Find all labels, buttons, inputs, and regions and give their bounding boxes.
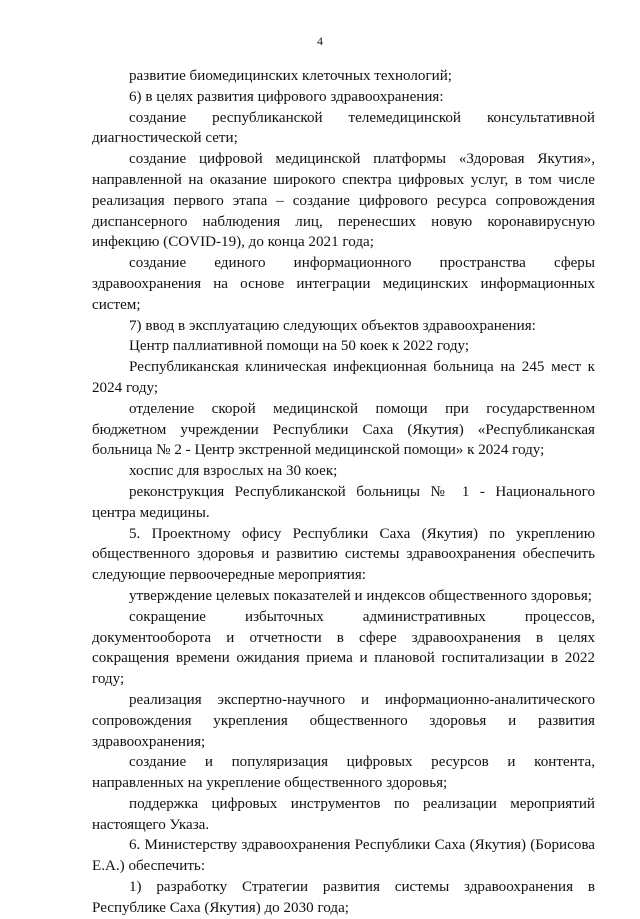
paragraph-palliative-center: Центр паллиативной помощи на 50 коек к 2022 году; (129, 338, 470, 355)
document-body (92, 66, 595, 919)
paragraph-digital-platform: создание цифровой медицинской платформы «Здоровая Якутия», направленной на оказание широкого спектра цифровых услуг, в том числе реализация первого этапа – создание цифрового ресурса сопровождения диспансерного наблюдения лиц, перенесших новую коронавирусную инфекцию (COVID-19), до конца 2021 года; (92, 151, 595, 251)
paragraph-hospice: хоспис для взрослых на 30 коек; (129, 463, 338, 480)
paragraph-item-7-facilities: 7) ввод в эксплуатацию следующих объектов здравоохранения: (129, 317, 536, 334)
paragraph-item-6-digital: 6) в целях развития цифрового здравоохранения: (129, 88, 444, 105)
paragraph-digital-resources: создание и популяризация цифровых ресурсов и контента, направленных на укрепление общественного здоровья; (92, 754, 595, 792)
paragraph-info-space: создание единого информационного пространства сферы здравоохранения на основе интеграции медицинских информационных систем; (92, 255, 595, 313)
paragraph-section-5: 5. Проектному офису Республики Саха (Якутия) по укреплению общественного здоровья и развитию системы здравоохранения обеспечить следующие первоочередные мероприятия: (92, 525, 595, 584)
paragraph-strategy-2030: 1) разработку Стратегии развития системы здравоохранения в Республике Саха (Якутия) до 2030 года; (92, 879, 595, 916)
paragraph-digital-tools: поддержка цифровых инструментов по реализации мероприятий настоящего Указа. (92, 795, 595, 833)
paragraph-target-indicators: утверждение целевых показателей и индексов общественного здоровья; (129, 587, 592, 604)
paragraph-ambulance-department: отделение скорой медицинской помощи при государственном бюджетном учреждении Республики Саха (Якутия) «Республиканская больница № 2 - Центр экстренной медицинской помощи» к 2024 году; (92, 400, 595, 459)
paragraph-section-6: 6. Министерству здравоохранения Республики Саха (Якутия) (Борисова Е.А.) обеспечить: (92, 837, 595, 875)
paragraph-reconstruction: реконструкция Республиканской больницы № 1 - Национального центра медицины. (92, 483, 595, 521)
paragraph-reduction-processes: сокращение избыточных административных процессов, документооборота и отчетности в сфере здравоохранения в целях сокращения времени ожидания приема и плановой госпитализации в 2022 году; (92, 608, 595, 688)
page-number: 4 (317, 34, 323, 48)
paragraph-telemedicine-network: создание республиканской телемедицинской консультативной диагностической сети; (92, 109, 595, 147)
paragraph-infectious-hospital: Республиканская клиническая инфекционная больница на 245 мест к 2024 году; (92, 359, 595, 396)
paragraph-biomedical: развитие биомедицинских клеточных технологий; (129, 68, 452, 84)
paragraph-expert-support: реализация экспертно-научного и информационно-аналитического сопровождения укрепления общественного здоровья и развития здравоохранения; (92, 691, 595, 750)
